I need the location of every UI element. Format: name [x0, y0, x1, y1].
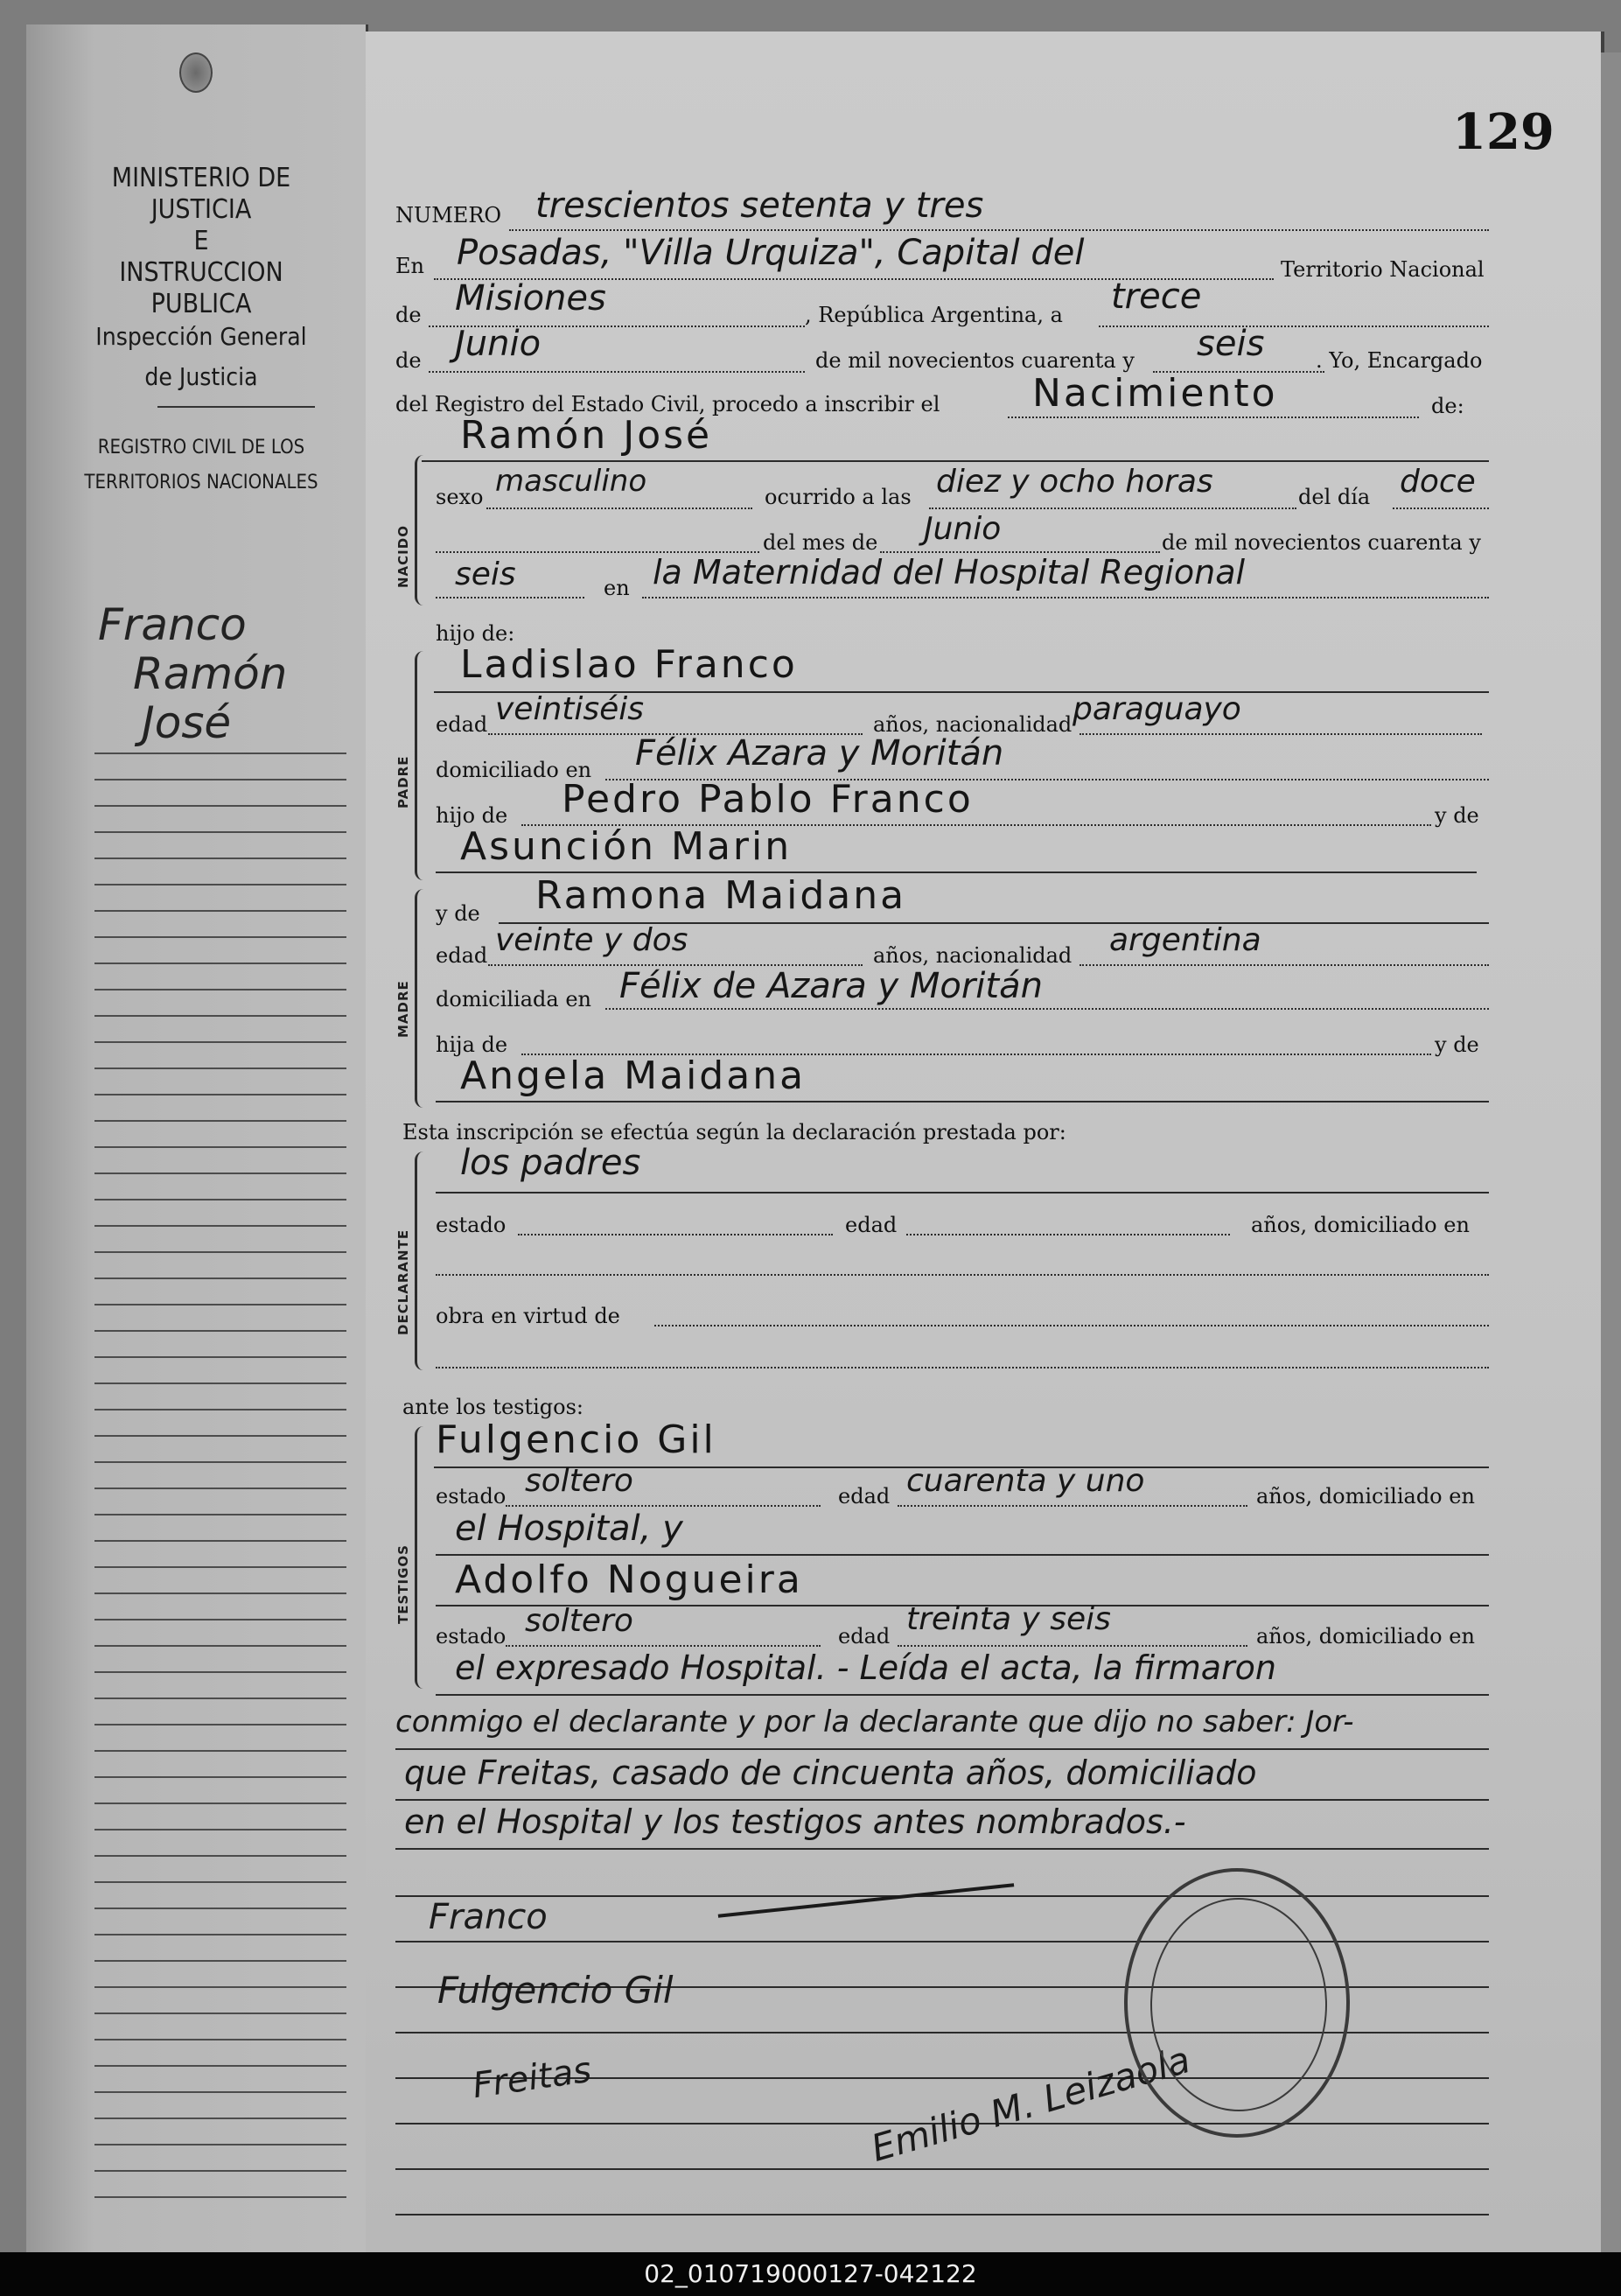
- encargado-label: . Yo, Encargado: [1316, 348, 1483, 373]
- numero-line: [509, 229, 1489, 231]
- margin-rule: [94, 1041, 346, 1043]
- sexo-line: [486, 508, 752, 509]
- signature-freitas: Freitas: [470, 2049, 594, 2107]
- testigo1-edad-label: edad: [838, 1484, 891, 1508]
- closing-rule: [395, 1848, 1489, 1850]
- sexo-value: masculino: [495, 464, 647, 499]
- month-line: [429, 371, 805, 373]
- dia-line: [1393, 508, 1489, 509]
- margin-rule: [94, 752, 346, 754]
- anio-line: [436, 597, 584, 598]
- margin-rule: [94, 1881, 346, 1883]
- padre-dom-label: domiciliado en: [436, 758, 592, 782]
- page-edge: [1601, 52, 1621, 2252]
- en-label: En: [395, 254, 424, 278]
- madre-name: Ramona Maidana: [535, 873, 907, 918]
- testigo2-name: Adolfo Nogueira: [455, 1558, 803, 1602]
- declarante-label: DECLARANTE: [395, 1228, 411, 1335]
- madre-parent2-line: [436, 1101, 1489, 1102]
- margin-rule: [94, 1514, 346, 1516]
- en-value: Posadas, "Villa Urquiza", Capital del: [457, 233, 1085, 273]
- testigo2-estado-line: [506, 1645, 821, 1647]
- registro-label: del Registro del Estado Civil, procedo a inscribir el: [395, 392, 940, 416]
- margin-rule: [94, 2065, 346, 2067]
- declarante-edad-label: edad: [845, 1213, 898, 1237]
- margin-rule: [94, 1120, 346, 1122]
- padre-hijo-label: hijo de: [436, 803, 508, 828]
- signature-rule: [395, 1895, 1489, 1897]
- testigo2-anos-label: años, domiciliado en: [1256, 1624, 1475, 1648]
- testigo1-dom: el Hospital, y: [455, 1508, 683, 1549]
- declarante-dom-line: [436, 1274, 1489, 1276]
- child-name-line: [422, 460, 1489, 462]
- obra-line-2: [436, 1367, 1489, 1368]
- ministry-line: INSTRUCCION PUBLICA: [119, 257, 283, 319]
- margin-rule: [94, 1382, 346, 1384]
- nacido-brace: [415, 455, 433, 606]
- margin-rule: [94, 1251, 346, 1253]
- signature-gil: Fulgencio Gil: [437, 1969, 674, 2012]
- margin-rule: [94, 1645, 346, 1647]
- margin-rule: [94, 884, 346, 886]
- closing-line: conmigo el declarante y por la declarante que dijo no saber: Jor-: [395, 1704, 1354, 1740]
- margin-annotation: [98, 600, 287, 747]
- margin-rule: [94, 1698, 346, 1699]
- margin-rule: [94, 1015, 346, 1017]
- margin-rule: [94, 1986, 346, 1988]
- year-value: seis: [1197, 324, 1265, 364]
- margin-rule: [94, 1199, 346, 1200]
- testigos-intro: ante los testigos:: [402, 1395, 584, 1419]
- madre-parent2: Angela Maidana: [460, 1054, 807, 1098]
- mil-label: de mil novecientos cuarenta y: [1162, 530, 1481, 555]
- stamp-inner-ring: [1150, 1898, 1327, 2111]
- margin-rule: [94, 962, 346, 964]
- declarante-estado-label: estado: [436, 1213, 507, 1237]
- del-dia-label: del día: [1298, 485, 1371, 509]
- madre-y-de-label: y de: [436, 901, 480, 926]
- padre-edad-label: edad: [436, 712, 488, 737]
- de-colon-label: de:: [1431, 394, 1464, 418]
- day-value: trece: [1111, 276, 1202, 317]
- margin-rule: [94, 1724, 346, 1726]
- testigo1-anos-label: años, domiciliado en: [1256, 1484, 1475, 1508]
- margin-rule: [94, 779, 346, 780]
- margin-rule: [94, 1172, 346, 1174]
- madre-dom-label: domiciliada en: [436, 987, 591, 1012]
- margin-rule: [94, 989, 346, 990]
- declaracion-intro: Esta inscripción se efectúa según la declaración prestada por:: [402, 1120, 1066, 1144]
- testigo2-dom-line: [436, 1694, 1489, 1696]
- mes-value: Junio: [924, 511, 1002, 547]
- declarante-anos-label: años, domiciliado en: [1251, 1213, 1470, 1237]
- ocurrido-label: ocurrido a las: [765, 485, 912, 509]
- republica-label: , República Argentina, a: [805, 303, 1063, 327]
- margin-rule: [94, 1934, 346, 1936]
- madre-dom-value: Félix de Azara y Moritán: [619, 966, 1043, 1006]
- inspection-line: Inspección General: [95, 322, 307, 351]
- margin-rule: [94, 1776, 346, 1778]
- annotation-name: Ramón: [133, 648, 288, 699]
- margin-rule: [94, 1488, 346, 1489]
- margin-rule: [94, 805, 346, 807]
- margin-rule: [94, 1304, 346, 1306]
- madre-nac-value: argentina: [1109, 922, 1261, 958]
- testigo1-estado-label: estado: [436, 1484, 507, 1508]
- act-value: Nacimiento: [1032, 371, 1278, 416]
- margin-rule: [94, 1356, 346, 1358]
- declarante-brace: [415, 1152, 433, 1370]
- margin-rule: [94, 1960, 346, 1962]
- declarante-estado-line: [518, 1234, 833, 1236]
- padre-dom-value: Félix Azara y Moritán: [635, 733, 1004, 774]
- madre-label: MADRE: [395, 980, 411, 1038]
- margin-rule: [94, 2012, 346, 2014]
- margin-rule: [94, 858, 346, 859]
- margin-rule: [94, 2144, 346, 2146]
- de-label: de: [395, 348, 422, 373]
- margin-rule: [94, 2039, 346, 2040]
- signature-rule: [395, 2214, 1489, 2216]
- padre-nac-label: años, nacionalidad: [873, 712, 1073, 737]
- coat-of-arms-icon: [179, 52, 213, 93]
- en-label: en: [604, 576, 630, 600]
- margin-rule: [94, 1435, 346, 1437]
- margin-rule: [94, 831, 346, 833]
- testigo2-dom: el expresado Hospital. - Leída el acta, la firmaron: [455, 1648, 1277, 1687]
- inspection-header: [70, 317, 332, 397]
- month-value: Junio: [455, 324, 541, 364]
- madre-y-de: y de: [1435, 1032, 1479, 1057]
- ministry-line: E: [193, 226, 209, 256]
- margin-rule: [94, 1540, 346, 1542]
- closing-rule: [395, 1748, 1489, 1750]
- margin-rule: [94, 2118, 346, 2119]
- closing-line: en el Hospital y los testigos antes nombrados.-: [404, 1802, 1186, 1841]
- margin-rule: [94, 1908, 346, 1909]
- padre-y-de: y de: [1435, 803, 1479, 828]
- margin-rule: [94, 2196, 346, 2198]
- signature-official: Emilio M. Leizaola: [866, 2038, 1195, 2170]
- territory-value: Misiones: [455, 278, 606, 318]
- inspection-line: de Justicia: [144, 362, 258, 391]
- margin-rule: [94, 1592, 346, 1594]
- testigo1-estado-line: [506, 1505, 821, 1507]
- act-line: [1008, 416, 1419, 418]
- signature-rule: [395, 2168, 1489, 2170]
- ministry-header: [70, 163, 332, 320]
- madre-dom-line: [605, 1008, 1489, 1010]
- testigo1-edad-line: [898, 1505, 1247, 1507]
- declarante-edad-line: [906, 1234, 1230, 1236]
- registry-line: TERRITORIOS NACIONALES: [84, 472, 318, 494]
- numero-label: NUMERO: [395, 203, 502, 228]
- dia-value: doce: [1400, 464, 1476, 500]
- registry-header: [70, 430, 332, 500]
- margin-rule: [94, 1330, 346, 1332]
- signature-franco: Franco: [429, 1897, 548, 1937]
- mil-label: de mil novecientos cuarenta y: [815, 348, 1135, 373]
- civil-registry-stamp: [1124, 1868, 1350, 2138]
- padre-parent2: Asunción Marin: [460, 824, 793, 869]
- margin-rule: [94, 1409, 346, 1410]
- testigo1-edad: cuarenta y uno: [906, 1463, 1145, 1499]
- margin-rule: [94, 1461, 346, 1463]
- madre-hija-label: hija de: [436, 1032, 508, 1057]
- territorio-label: Territorio Nacional: [1281, 257, 1485, 282]
- closing-rule: [395, 1799, 1489, 1801]
- margin-rule: [94, 1802, 346, 1804]
- testigo2-estado-label: estado: [436, 1624, 507, 1648]
- hora-value: diez y ocho horas: [936, 464, 1213, 500]
- hijo-label: hijo de:: [436, 621, 515, 646]
- divider: [157, 406, 315, 408]
- nacido-label: NACIDO: [395, 525, 411, 588]
- margin-rule: [94, 2170, 346, 2172]
- margin-rule: [94, 1855, 346, 1857]
- margin-rule: [94, 910, 346, 912]
- testigo2-edad-label: edad: [838, 1624, 891, 1648]
- day-line: [1099, 326, 1489, 327]
- madre-brace: [415, 889, 433, 1108]
- obra-line: [654, 1325, 1489, 1326]
- padre-edad-value: veintiséis: [495, 691, 645, 727]
- testigos-brace: [415, 1426, 433, 1689]
- registry-line: REGISTRO CIVIL DE LOS: [97, 437, 305, 458]
- anio-value: seis: [455, 556, 516, 592]
- margin-rule: [94, 1619, 346, 1620]
- testigos-label: TESTIGOS: [395, 1544, 411, 1624]
- padre-parent1: Pedro Pablo Franco: [562, 777, 974, 822]
- footer-id: 02_010719000127-042122: [0, 2252, 1621, 2296]
- hora-line: [929, 508, 1296, 509]
- child-name: Ramón José: [460, 413, 713, 458]
- mes-label: del mes de: [763, 530, 878, 555]
- madre-nac-label: años, nacionalidad: [873, 943, 1073, 968]
- margin-rule: [94, 1278, 346, 1279]
- page-number: 129: [1452, 103, 1555, 161]
- margin-rule: [94, 1566, 346, 1568]
- padre-brace: [415, 651, 433, 880]
- padre-name: Ladislao Franco: [460, 642, 798, 687]
- margin-rule: [94, 2091, 346, 2093]
- madre-edad-value: veinte y dos: [495, 922, 688, 958]
- closing-line: que Freitas, casado de cincuenta años, domiciliado: [404, 1754, 1257, 1792]
- margin-rule: [94, 1750, 346, 1752]
- margin-rule: [94, 1225, 346, 1227]
- madre-nac-line: [1080, 964, 1489, 966]
- declarante-line: [436, 1192, 1489, 1194]
- testigo1-estado: soltero: [525, 1463, 633, 1499]
- testigo2-edad-line: [898, 1645, 1247, 1647]
- declarante-value: los padres: [460, 1143, 641, 1183]
- de-label: de: [395, 303, 422, 327]
- lugar-line: [642, 597, 1489, 598]
- obra-label: obra en virtud de: [436, 1304, 620, 1328]
- testigo2-edad: treinta y seis: [906, 1601, 1111, 1637]
- madre-edad-label: edad: [436, 943, 488, 968]
- margin-rule: [94, 1068, 346, 1069]
- testigo1-name: Fulgencio Gil: [436, 1418, 716, 1462]
- testigo2-estado: soltero: [525, 1603, 633, 1639]
- margin-rule: [94, 1671, 346, 1673]
- margin-rule: [94, 1829, 346, 1830]
- padre-nac-value: paraguayo: [1073, 691, 1241, 727]
- testigo1-dom-line: [436, 1554, 1489, 1556]
- padre-nac-line: [1080, 733, 1482, 735]
- lugar-value: la Maternidad del Hospital Regional: [653, 553, 1246, 592]
- annotation-surname: Franco: [98, 599, 247, 650]
- ministry-line: MINISTERIO DE JUSTICIA: [111, 163, 291, 225]
- margin-rule: [94, 1146, 346, 1148]
- padre-label: PADRE: [395, 755, 411, 808]
- margin-rule: [94, 1094, 346, 1096]
- margin-rule: [94, 936, 346, 938]
- numero-value: trescientos setenta y tres: [535, 186, 984, 226]
- annotation-name: José: [142, 697, 232, 748]
- sexo-label: sexo: [436, 485, 484, 509]
